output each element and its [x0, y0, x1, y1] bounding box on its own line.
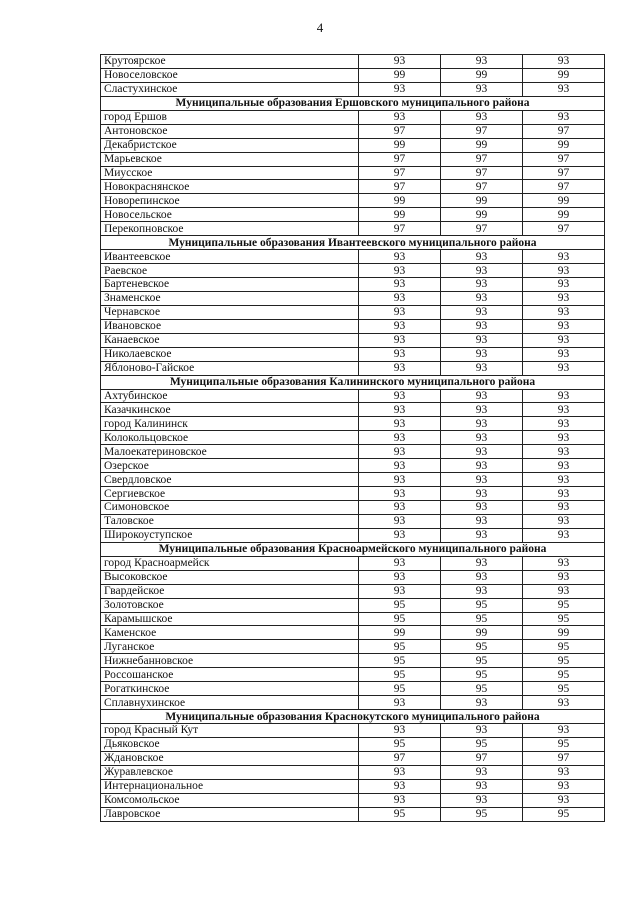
table-row [101, 807, 605, 821]
section-header: Муниципальные образования Ивантеевского муниципального района [101, 236, 605, 250]
value-cell: 93 [523, 305, 605, 319]
municipality-name: Озерское [101, 459, 359, 473]
municipality-name: Комсомольское [101, 793, 359, 807]
value-cell: 93 [523, 793, 605, 807]
value-cell: 93 [441, 501, 523, 515]
table-row [101, 514, 605, 528]
value-cell: 93 [523, 556, 605, 570]
municipality-name: Канаевское [101, 333, 359, 347]
value-cell: 97 [523, 180, 605, 194]
municipality-name: Ивантеевское [101, 250, 359, 264]
value-cell: 93 [359, 55, 441, 69]
table-row [101, 152, 605, 166]
table-row [101, 668, 605, 682]
table-row [101, 110, 605, 124]
value-cell: 93 [359, 459, 441, 473]
value-cell: 93 [359, 584, 441, 598]
table-row [101, 55, 605, 69]
value-cell: 95 [523, 737, 605, 751]
value-cell: 93 [359, 347, 441, 361]
municipality-name: Новокраснянское [101, 180, 359, 194]
table-row [101, 194, 605, 208]
table-row [101, 124, 605, 138]
value-cell: 93 [441, 570, 523, 584]
value-cell: 95 [359, 612, 441, 626]
value-cell: 93 [441, 696, 523, 710]
value-cell: 93 [441, 250, 523, 264]
value-cell: 93 [441, 528, 523, 542]
table-row [101, 640, 605, 654]
value-cell: 93 [523, 765, 605, 779]
municipality-name: Знаменское [101, 291, 359, 305]
municipality-name: Николаевское [101, 347, 359, 361]
municipality-name: Луганское [101, 640, 359, 654]
table-row [101, 333, 605, 347]
table-row [101, 528, 605, 542]
table-row [101, 751, 605, 765]
value-cell: 93 [523, 779, 605, 793]
value-cell: 95 [359, 807, 441, 821]
table-row [101, 584, 605, 598]
value-cell: 93 [441, 459, 523, 473]
table-row [101, 305, 605, 319]
municipality-name: Ахтубинское [101, 389, 359, 403]
value-cell: 95 [359, 654, 441, 668]
municipality-name: Карамышское [101, 612, 359, 626]
value-cell: 93 [523, 514, 605, 528]
value-cell: 97 [523, 166, 605, 180]
table-row [101, 626, 605, 640]
section-header: Муниципальные образования Калининского муниципального района [101, 375, 605, 389]
value-cell: 97 [359, 180, 441, 194]
value-cell: 93 [441, 473, 523, 487]
table-row [101, 598, 605, 612]
value-cell: 95 [441, 654, 523, 668]
table-row [101, 264, 605, 278]
value-cell: 95 [441, 640, 523, 654]
value-cell: 93 [359, 779, 441, 793]
section-header-row [101, 542, 605, 556]
value-cell: 95 [359, 668, 441, 682]
value-cell: 93 [441, 724, 523, 738]
value-cell: 93 [359, 110, 441, 124]
municipality-name: Ждановское [101, 751, 359, 765]
value-cell: 99 [441, 68, 523, 82]
value-cell: 99 [523, 68, 605, 82]
table-row [101, 793, 605, 807]
value-cell: 95 [359, 682, 441, 696]
table-row [101, 291, 605, 305]
value-cell: 95 [441, 807, 523, 821]
table-row [101, 779, 605, 793]
value-cell: 93 [523, 696, 605, 710]
table-row [101, 138, 605, 152]
value-cell: 97 [441, 222, 523, 236]
value-cell: 93 [359, 431, 441, 445]
value-cell: 93 [441, 403, 523, 417]
value-cell: 93 [523, 333, 605, 347]
table-row [101, 696, 605, 710]
value-cell: 93 [359, 278, 441, 292]
value-cell: 99 [359, 68, 441, 82]
value-cell: 93 [523, 570, 605, 584]
municipality-name: Свердловское [101, 473, 359, 487]
municipality-name: город Красный Кут [101, 724, 359, 738]
municipality-name: Яблоново-Гайское [101, 361, 359, 375]
value-cell: 93 [359, 361, 441, 375]
value-cell: 93 [441, 347, 523, 361]
section-header-row [101, 96, 605, 110]
municipality-name: Крутоярское [101, 55, 359, 69]
value-cell: 93 [359, 305, 441, 319]
municipality-name: Лавровское [101, 807, 359, 821]
value-cell: 93 [523, 347, 605, 361]
value-cell: 99 [441, 138, 523, 152]
value-cell: 93 [359, 291, 441, 305]
table-row [101, 724, 605, 738]
value-cell: 93 [359, 570, 441, 584]
value-cell: 93 [359, 765, 441, 779]
value-cell: 95 [523, 682, 605, 696]
value-cell: 97 [523, 124, 605, 138]
table-row [101, 403, 605, 417]
municipality-name: Широкоуступское [101, 528, 359, 542]
value-cell: 95 [441, 682, 523, 696]
value-cell: 93 [441, 82, 523, 96]
section-header: Муниципальные образования Краснокутского муниципального района [101, 710, 605, 724]
value-cell: 93 [523, 110, 605, 124]
value-cell: 93 [441, 319, 523, 333]
municipality-name: Новорепинское [101, 194, 359, 208]
table-row [101, 556, 605, 570]
municipality-name: Гвардейское [101, 584, 359, 598]
municipality-name: Дьяковское [101, 737, 359, 751]
municipality-name: Ивановское [101, 319, 359, 333]
value-cell: 99 [523, 626, 605, 640]
value-cell: 99 [359, 138, 441, 152]
value-cell: 97 [441, 124, 523, 138]
table-row [101, 389, 605, 403]
table-row [101, 682, 605, 696]
value-cell: 97 [441, 152, 523, 166]
value-cell: 93 [523, 584, 605, 598]
value-cell: 93 [441, 55, 523, 69]
value-cell: 97 [359, 751, 441, 765]
municipality-name: Декабристское [101, 138, 359, 152]
table-row [101, 570, 605, 584]
value-cell: 93 [441, 431, 523, 445]
table-row [101, 250, 605, 264]
municipality-name: Перекопновское [101, 222, 359, 236]
value-cell: 93 [441, 361, 523, 375]
value-cell: 93 [359, 473, 441, 487]
value-cell: 97 [359, 166, 441, 180]
value-cell: 93 [441, 305, 523, 319]
section-header-row [101, 710, 605, 724]
municipality-name: Золотовское [101, 598, 359, 612]
value-cell: 93 [359, 724, 441, 738]
municipality-name: Высоковское [101, 570, 359, 584]
municipality-name: Каменское [101, 626, 359, 640]
value-cell: 95 [359, 598, 441, 612]
value-cell: 93 [441, 793, 523, 807]
municipality-name: Журавлевское [101, 765, 359, 779]
value-cell: 93 [359, 250, 441, 264]
value-cell: 99 [359, 626, 441, 640]
municipality-name: Сластухинское [101, 82, 359, 96]
municipality-name: Марьевское [101, 152, 359, 166]
value-cell: 93 [441, 765, 523, 779]
value-cell: 95 [523, 612, 605, 626]
table-row [101, 487, 605, 501]
value-cell: 93 [523, 487, 605, 501]
value-cell: 93 [441, 333, 523, 347]
value-cell: 93 [441, 514, 523, 528]
municipality-name: Чернавское [101, 305, 359, 319]
value-cell: 97 [359, 152, 441, 166]
value-cell: 93 [523, 445, 605, 459]
value-cell: 93 [359, 417, 441, 431]
municipality-name: Казачкинское [101, 403, 359, 417]
value-cell: 93 [359, 696, 441, 710]
municipality-name: Россошанское [101, 668, 359, 682]
value-cell: 93 [523, 501, 605, 515]
section-header: Муниципальные образования Красноармейского муниципального района [101, 542, 605, 556]
value-cell: 99 [523, 208, 605, 222]
value-cell: 93 [359, 528, 441, 542]
page-number: 4 [316, 20, 324, 35]
table-row [101, 180, 605, 194]
municipal-table [100, 54, 605, 822]
value-cell: 93 [359, 403, 441, 417]
value-cell: 97 [359, 222, 441, 236]
section-header-row [101, 236, 605, 250]
value-cell: 93 [441, 278, 523, 292]
table-row [101, 347, 605, 361]
municipality-name: Новоселовское [101, 68, 359, 82]
value-cell: 95 [523, 654, 605, 668]
table-row [101, 765, 605, 779]
table-row [101, 445, 605, 459]
municipality-name: Сергиевское [101, 487, 359, 501]
table-row [101, 361, 605, 375]
value-cell: 93 [359, 389, 441, 403]
value-cell: 93 [441, 445, 523, 459]
value-cell: 93 [523, 319, 605, 333]
value-cell: 95 [523, 640, 605, 654]
value-cell: 93 [359, 333, 441, 347]
value-cell: 97 [523, 751, 605, 765]
municipality-name: Бартеневское [101, 278, 359, 292]
value-cell: 97 [441, 751, 523, 765]
value-cell: 93 [523, 250, 605, 264]
value-cell: 99 [523, 194, 605, 208]
value-cell: 95 [441, 598, 523, 612]
value-cell: 93 [523, 278, 605, 292]
value-cell: 93 [523, 55, 605, 69]
municipality-name: город Красноармейск [101, 556, 359, 570]
value-cell: 99 [359, 208, 441, 222]
value-cell: 93 [523, 473, 605, 487]
value-cell: 95 [359, 737, 441, 751]
table-row [101, 82, 605, 96]
value-cell: 93 [523, 417, 605, 431]
value-cell: 93 [441, 389, 523, 403]
table-row [101, 222, 605, 236]
value-cell: 93 [441, 584, 523, 598]
value-cell: 93 [359, 264, 441, 278]
table-row [101, 68, 605, 82]
table-row [101, 208, 605, 222]
table-body [101, 55, 605, 822]
value-cell: 93 [523, 459, 605, 473]
value-cell: 93 [359, 793, 441, 807]
municipality-name: город Калининск [101, 417, 359, 431]
value-cell: 93 [441, 556, 523, 570]
table-row [101, 501, 605, 515]
municipality-name: Новосельское [101, 208, 359, 222]
value-cell: 93 [523, 361, 605, 375]
table-row [101, 654, 605, 668]
table-row [101, 417, 605, 431]
value-cell: 93 [441, 779, 523, 793]
municipality-name: Интернациональное [101, 779, 359, 793]
value-cell: 93 [523, 528, 605, 542]
value-cell: 95 [523, 598, 605, 612]
table-row [101, 473, 605, 487]
value-cell: 93 [441, 417, 523, 431]
municipality-name: Сплавнухинское [101, 696, 359, 710]
value-cell: 97 [523, 152, 605, 166]
table-row [101, 278, 605, 292]
municipality-name: Миусское [101, 166, 359, 180]
municipality-name: Рогаткинское [101, 682, 359, 696]
value-cell: 95 [523, 668, 605, 682]
municipality-name: Антоновское [101, 124, 359, 138]
value-cell: 97 [441, 166, 523, 180]
value-cell: 93 [359, 82, 441, 96]
municipality-name: Таловское [101, 514, 359, 528]
value-cell: 95 [523, 807, 605, 821]
value-cell: 93 [523, 389, 605, 403]
value-cell: 93 [523, 724, 605, 738]
value-cell: 99 [359, 194, 441, 208]
value-cell: 93 [441, 487, 523, 501]
table-row [101, 459, 605, 473]
value-cell: 95 [441, 737, 523, 751]
municipality-name: Раевское [101, 264, 359, 278]
value-cell: 93 [441, 110, 523, 124]
value-cell: 95 [441, 612, 523, 626]
value-cell: 93 [523, 431, 605, 445]
value-cell: 93 [441, 291, 523, 305]
value-cell: 99 [523, 138, 605, 152]
value-cell: 93 [523, 403, 605, 417]
value-cell: 93 [523, 291, 605, 305]
value-cell: 95 [359, 640, 441, 654]
section-header-row [101, 375, 605, 389]
municipality-name: Колокольцовское [101, 431, 359, 445]
value-cell: 93 [359, 501, 441, 515]
municipality-name: Нижнебанновское [101, 654, 359, 668]
value-cell: 99 [441, 626, 523, 640]
value-cell: 93 [359, 556, 441, 570]
value-cell: 93 [441, 264, 523, 278]
table-row [101, 737, 605, 751]
municipality-name: город Ершов [101, 110, 359, 124]
value-cell: 93 [523, 264, 605, 278]
value-cell: 95 [441, 668, 523, 682]
value-cell: 93 [359, 514, 441, 528]
section-header: Муниципальные образования Ершовского муниципального района [101, 96, 605, 110]
value-cell: 93 [359, 487, 441, 501]
value-cell: 97 [441, 180, 523, 194]
value-cell: 93 [359, 319, 441, 333]
table-row [101, 612, 605, 626]
value-cell: 99 [441, 208, 523, 222]
table-row [101, 319, 605, 333]
table-row [101, 431, 605, 445]
value-cell: 93 [359, 445, 441, 459]
municipality-name: Малоекатериновское [101, 445, 359, 459]
table-row [101, 166, 605, 180]
municipality-name: Симоновское [101, 501, 359, 515]
value-cell: 99 [441, 194, 523, 208]
value-cell: 93 [523, 82, 605, 96]
value-cell: 97 [359, 124, 441, 138]
value-cell: 97 [523, 222, 605, 236]
